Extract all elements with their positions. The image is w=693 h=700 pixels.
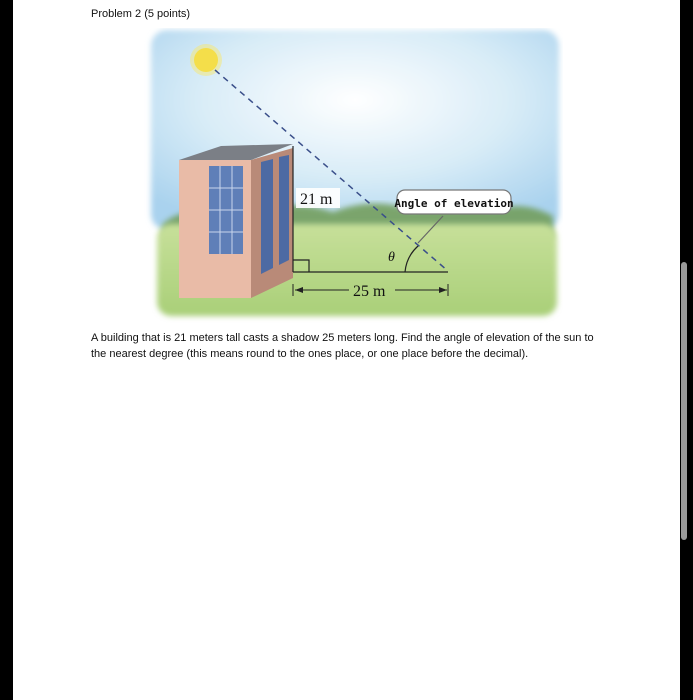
angle-of-elevation-label: Angle of elevation [394, 197, 514, 210]
problem-heading: Problem 2 (5 points) [91, 8, 191, 20]
document-page [13, 0, 680, 700]
scrollbar[interactable] [681, 262, 687, 540]
height-label: 21 m [300, 191, 333, 208]
problem-statement [91, 331, 611, 362]
theta-label: θ [388, 250, 395, 265]
building-shadow-diagram [143, 28, 563, 328]
shadow-label: 25 m [353, 283, 386, 300]
problem-figure [143, 28, 563, 328]
problem-text: A building that is 21 meters tall casts a shadow 25 meters long. Find the angle of elevation of the sun to the nearest degree (this means round to the ones place, or one place before the decimal). [91, 332, 594, 360]
